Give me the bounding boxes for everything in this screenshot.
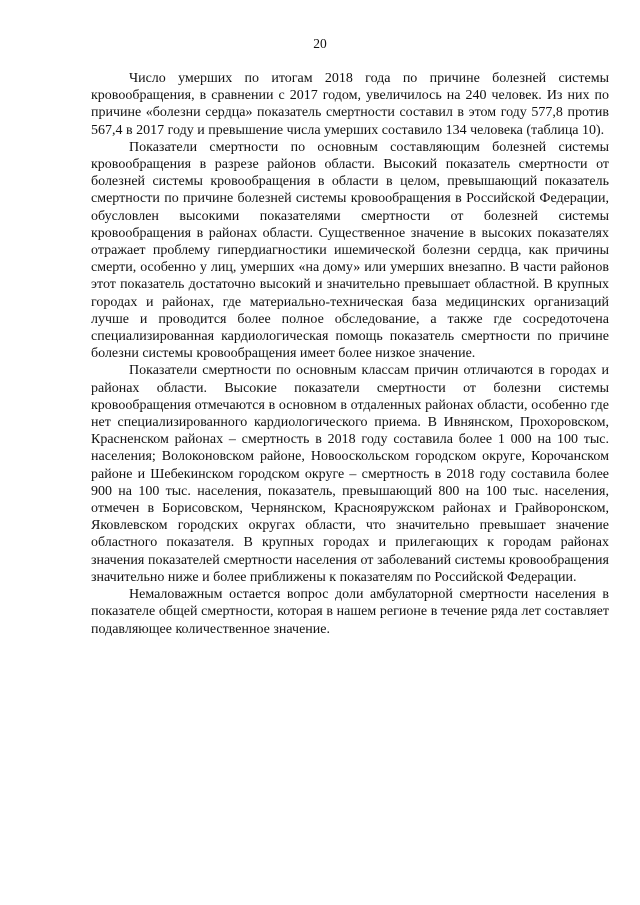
paragraph-mortality-by-cause-class: Показатели смертности по основным классам причин отличаются в городах и районах области. Высокие показатели смертности от болезни системы кровообращения отмечаются в основном в отдаленных районах области, особенно где нет специализированного кардиологического приема. В Ивнянском, Прохоровском, Красненском районах – смертность в 2018 году составила более 1 000 на 100 тыс. населения; Волоконовском районе, Новооскольском городском округе, Корочанском районе и Шебекинском городском округе – смертность в 2018 году составила более 900 на 100 тыс. населения, показатель, превышающий 800 на 100 тыс. населения, отмечен в Борисовском, Чернянском, Краснояружском районах и Грайворонском, Яковлевском городских округах области, что значительно превышает значение областного показателя. В крупных городах и прилегающих к городам районах значения показателей смертности населения от заболеваний системы кровообращения значительно ниже и более приближены к показателям по Российской Федерации. xyxy=(91,363,609,585)
document-body xyxy=(91,70,609,638)
paragraph-mortality-by-district: Показатели смертности по основным составляющим болезней системы кровообращения в разрезе районов области. Высокий показатель смертности от болезней системы кровообращения в области в целом, превышающий показатель смертности по причине болезней системы кровообращения в Российской Федерации, обусловлен высокими показателями смертности от болезней системы кровообращения в районах области. Существенное значение в высоких показателях отражает проблему гипердиагностики ишемической болезни сердца, как причины смерти, особенно у лиц, умерших «на дому» или умерших внезапно. В части районов этот показатель достаточно высокий и значительно превышает областной. В крупных городах и районах, где материально-техническая база медицинских организаций лучше и проводится более полное обследование, а также где сосредоточена специализированная кардиологическая помощь показатель смертности по причине болезни системы кровообращения имеет более низкое значение. xyxy=(91,139,609,362)
page-number: 20 xyxy=(313,36,327,51)
paragraph-outpatient-mortality: Немаловажным остается вопрос доли амбулаторной смертности населения в показателе общей смертности, которая в нашем регионе в течение ряда лет составляет подавляющее количественное значение. xyxy=(91,587,609,637)
paragraph-circulatory-deaths-2018: Число умерших по итогам 2018 года по причине болезней системы кровообращения, в сравнении с 2017 годом, увеличилось на 240 человек. Из них по причине «болезни сердца» показатель смертности составил в этом году 577,8 против 567,4 в 2017 году и превышение числа умерших составило 134 человека (таблица 10). xyxy=(91,71,609,138)
